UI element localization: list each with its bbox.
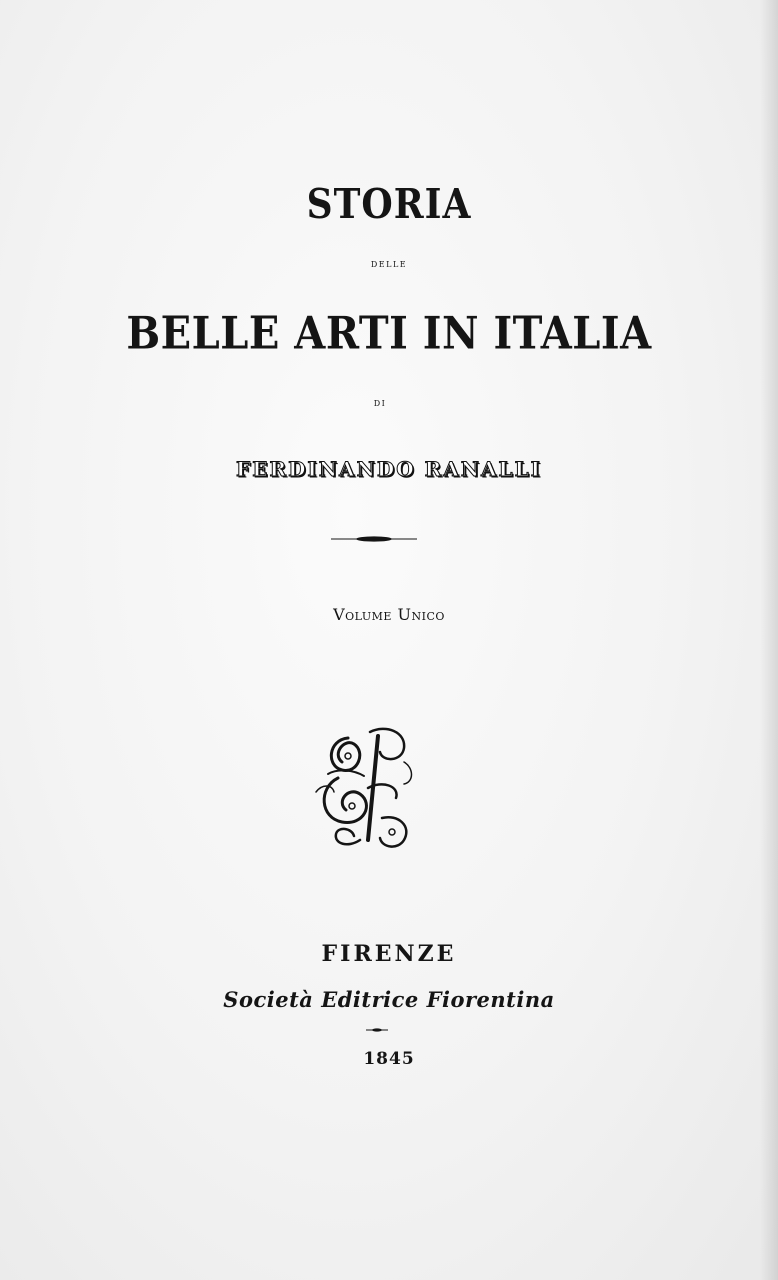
title-connector-di: DI	[373, 399, 387, 408]
title-connector-delle: DELLE	[370, 260, 408, 269]
publisher-name: Società Editrice Fiorentina	[223, 987, 555, 1012]
small-dash-ornament-icon	[366, 1028, 388, 1032]
book-subtitle: BELLE ARTI IN ITALIA	[126, 307, 652, 360]
book-title: STORIA	[306, 179, 472, 229]
author-name: FERDINANDO RANALLI	[236, 457, 542, 481]
volume-label: Volume Unico	[333, 605, 445, 624]
publisher-monogram-icon	[308, 718, 426, 858]
publication-city: FIRENZE	[321, 941, 457, 967]
publication-year: 1845	[363, 1049, 415, 1069]
dash-ornament-icon	[331, 536, 417, 542]
